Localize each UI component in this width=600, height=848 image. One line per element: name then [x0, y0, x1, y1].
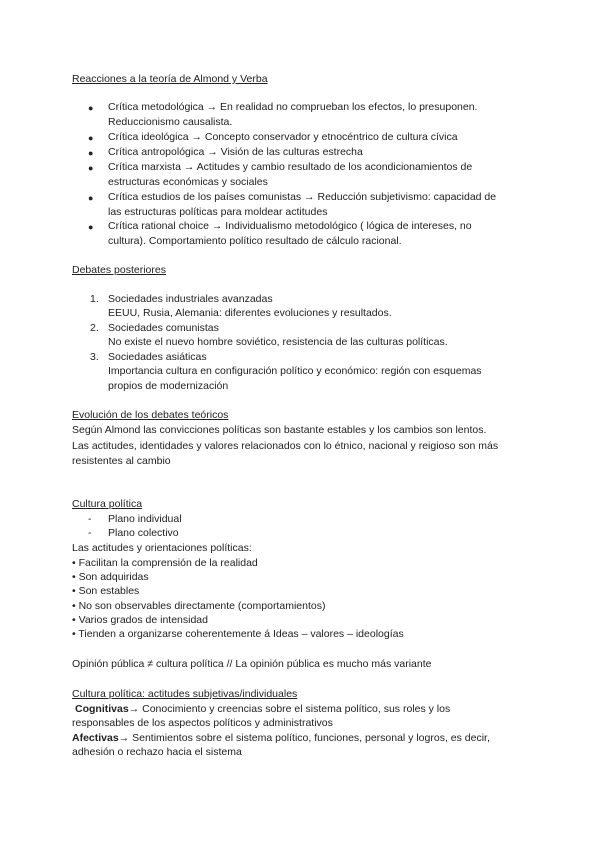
- bullet-icon: ●: [88, 222, 94, 232]
- list-item-text: • Son adquiridas: [72, 571, 149, 583]
- bullet-icon: ●: [88, 148, 94, 158]
- definition-text: → Sentimientos sobre el sistema político, funciones, personal y logros, es decir,: [118, 732, 490, 744]
- paragraph-line: Las actitudes y orientaciones políticas:: [72, 542, 252, 554]
- list-item-text: Plano colectivo: [108, 527, 179, 539]
- list-item-text: cultura). Comportamiento político resultado de cálculo racional.: [108, 235, 402, 247]
- paragraph-line: Opinión pública ≠ cultura política // La opinión pública es mucho más variante: [72, 658, 432, 670]
- paragraph-line: [72, 732, 490, 744]
- list-item-text: • Tienden a organizarse coherentemente á Ideas – valores – ideologías: [72, 628, 404, 640]
- list-item-text: propios de modernización: [108, 380, 229, 392]
- section-heading-actitudes: Cultura política: actitudes subjetivas/individuales: [72, 688, 298, 700]
- list-item-text: Reduccionismo causalista.: [108, 116, 233, 128]
- section-heading-evolucion: Evolución de los debates teóricos: [72, 409, 229, 421]
- list-item-text: Crítica marxista → Actitudes y cambio resultado de los acondicionamientos de: [108, 161, 473, 173]
- list-item-text: Sociedades asiáticas: [108, 351, 207, 363]
- list-item-text: Crítica antropológica → Visión de las culturas estrecha: [108, 146, 363, 158]
- paragraph-line: Según Almond las convicciones políticas son bastante estables y los cambios son lentos.: [72, 424, 487, 436]
- section-heading-debates: Debates posteriores: [72, 264, 166, 276]
- paragraph-line: Las actitudes, identidades y valores relacionados con lo étnico, nacional y reigioso son más: [72, 440, 499, 452]
- list-number: 2.: [90, 322, 99, 334]
- definition-text: → Conocimiento y creencias sobre el sistema político, sus roles y los: [128, 703, 451, 715]
- list-item-text: Importancia cultura en configuración político y económico: región con esquemas: [108, 365, 482, 377]
- list-number: 1.: [90, 293, 99, 305]
- section-heading-cultura-politica: Cultura política: [72, 498, 143, 510]
- list-item-text: No existe el nuevo hombre soviético, resistencia de las culturas políticas.: [108, 336, 448, 348]
- list-item-text: • No son observables directamente (comportamientos): [72, 600, 326, 612]
- list-item-text: Crítica metodológica → En realidad no comprueban los efectos, lo presuponen.: [108, 101, 478, 113]
- list-item-text: Crítica ideológica → Concepto conservador y etnocéntrico de cultura cívica: [108, 131, 458, 143]
- paragraph-line: responsables de los aspectos políticos y administrativos: [72, 717, 333, 729]
- dash-icon: -: [88, 513, 92, 525]
- list-item-text: Crítica rational choice → Individualismo metodológico ( lógica de intereses, no: [108, 220, 472, 232]
- list-item-text: EEUU, Rusia, Alemania: diferentes evoluciones y resultados.: [108, 307, 392, 319]
- dash-icon: -: [88, 527, 92, 539]
- paragraph-line: [75, 703, 450, 715]
- list-item-text: • Varios grados de intensidad: [72, 614, 208, 626]
- list-item-text: Sociedades comunistas: [108, 322, 219, 334]
- bullet-icon: ●: [88, 133, 94, 143]
- bullet-icon: ●: [88, 103, 94, 113]
- list-item-text: Plano individual: [108, 513, 182, 525]
- list-item-text: estructuras económicas y sociales: [108, 176, 268, 188]
- section-heading-reacciones: Reacciones a la teoría de Almond y Verba: [72, 73, 268, 85]
- bullet-icon: ●: [88, 193, 94, 203]
- bullet-icon: ●: [88, 163, 94, 173]
- list-item-text: Crítica estudios de los países comunistas → Reducción subjetivismo: capacidad de: [108, 191, 497, 203]
- term-cognitivas: Cognitivas: [75, 703, 129, 715]
- term-afectivas: Afectivas: [72, 732, 119, 744]
- list-item-text: Sociedades industriales avanzadas: [108, 293, 273, 305]
- list-item-text: • Facilitan la comprensión de la realidad: [72, 557, 258, 569]
- list-item-text: las estructuras políticas para moldear actitudes: [108, 206, 328, 218]
- paragraph-line: resistentes al cambio: [72, 455, 171, 467]
- list-item-text: • Son estables: [72, 585, 140, 597]
- list-number: 3.: [90, 351, 99, 363]
- paragraph-line: adhesión o rechazo hacia el sistema: [72, 746, 242, 758]
